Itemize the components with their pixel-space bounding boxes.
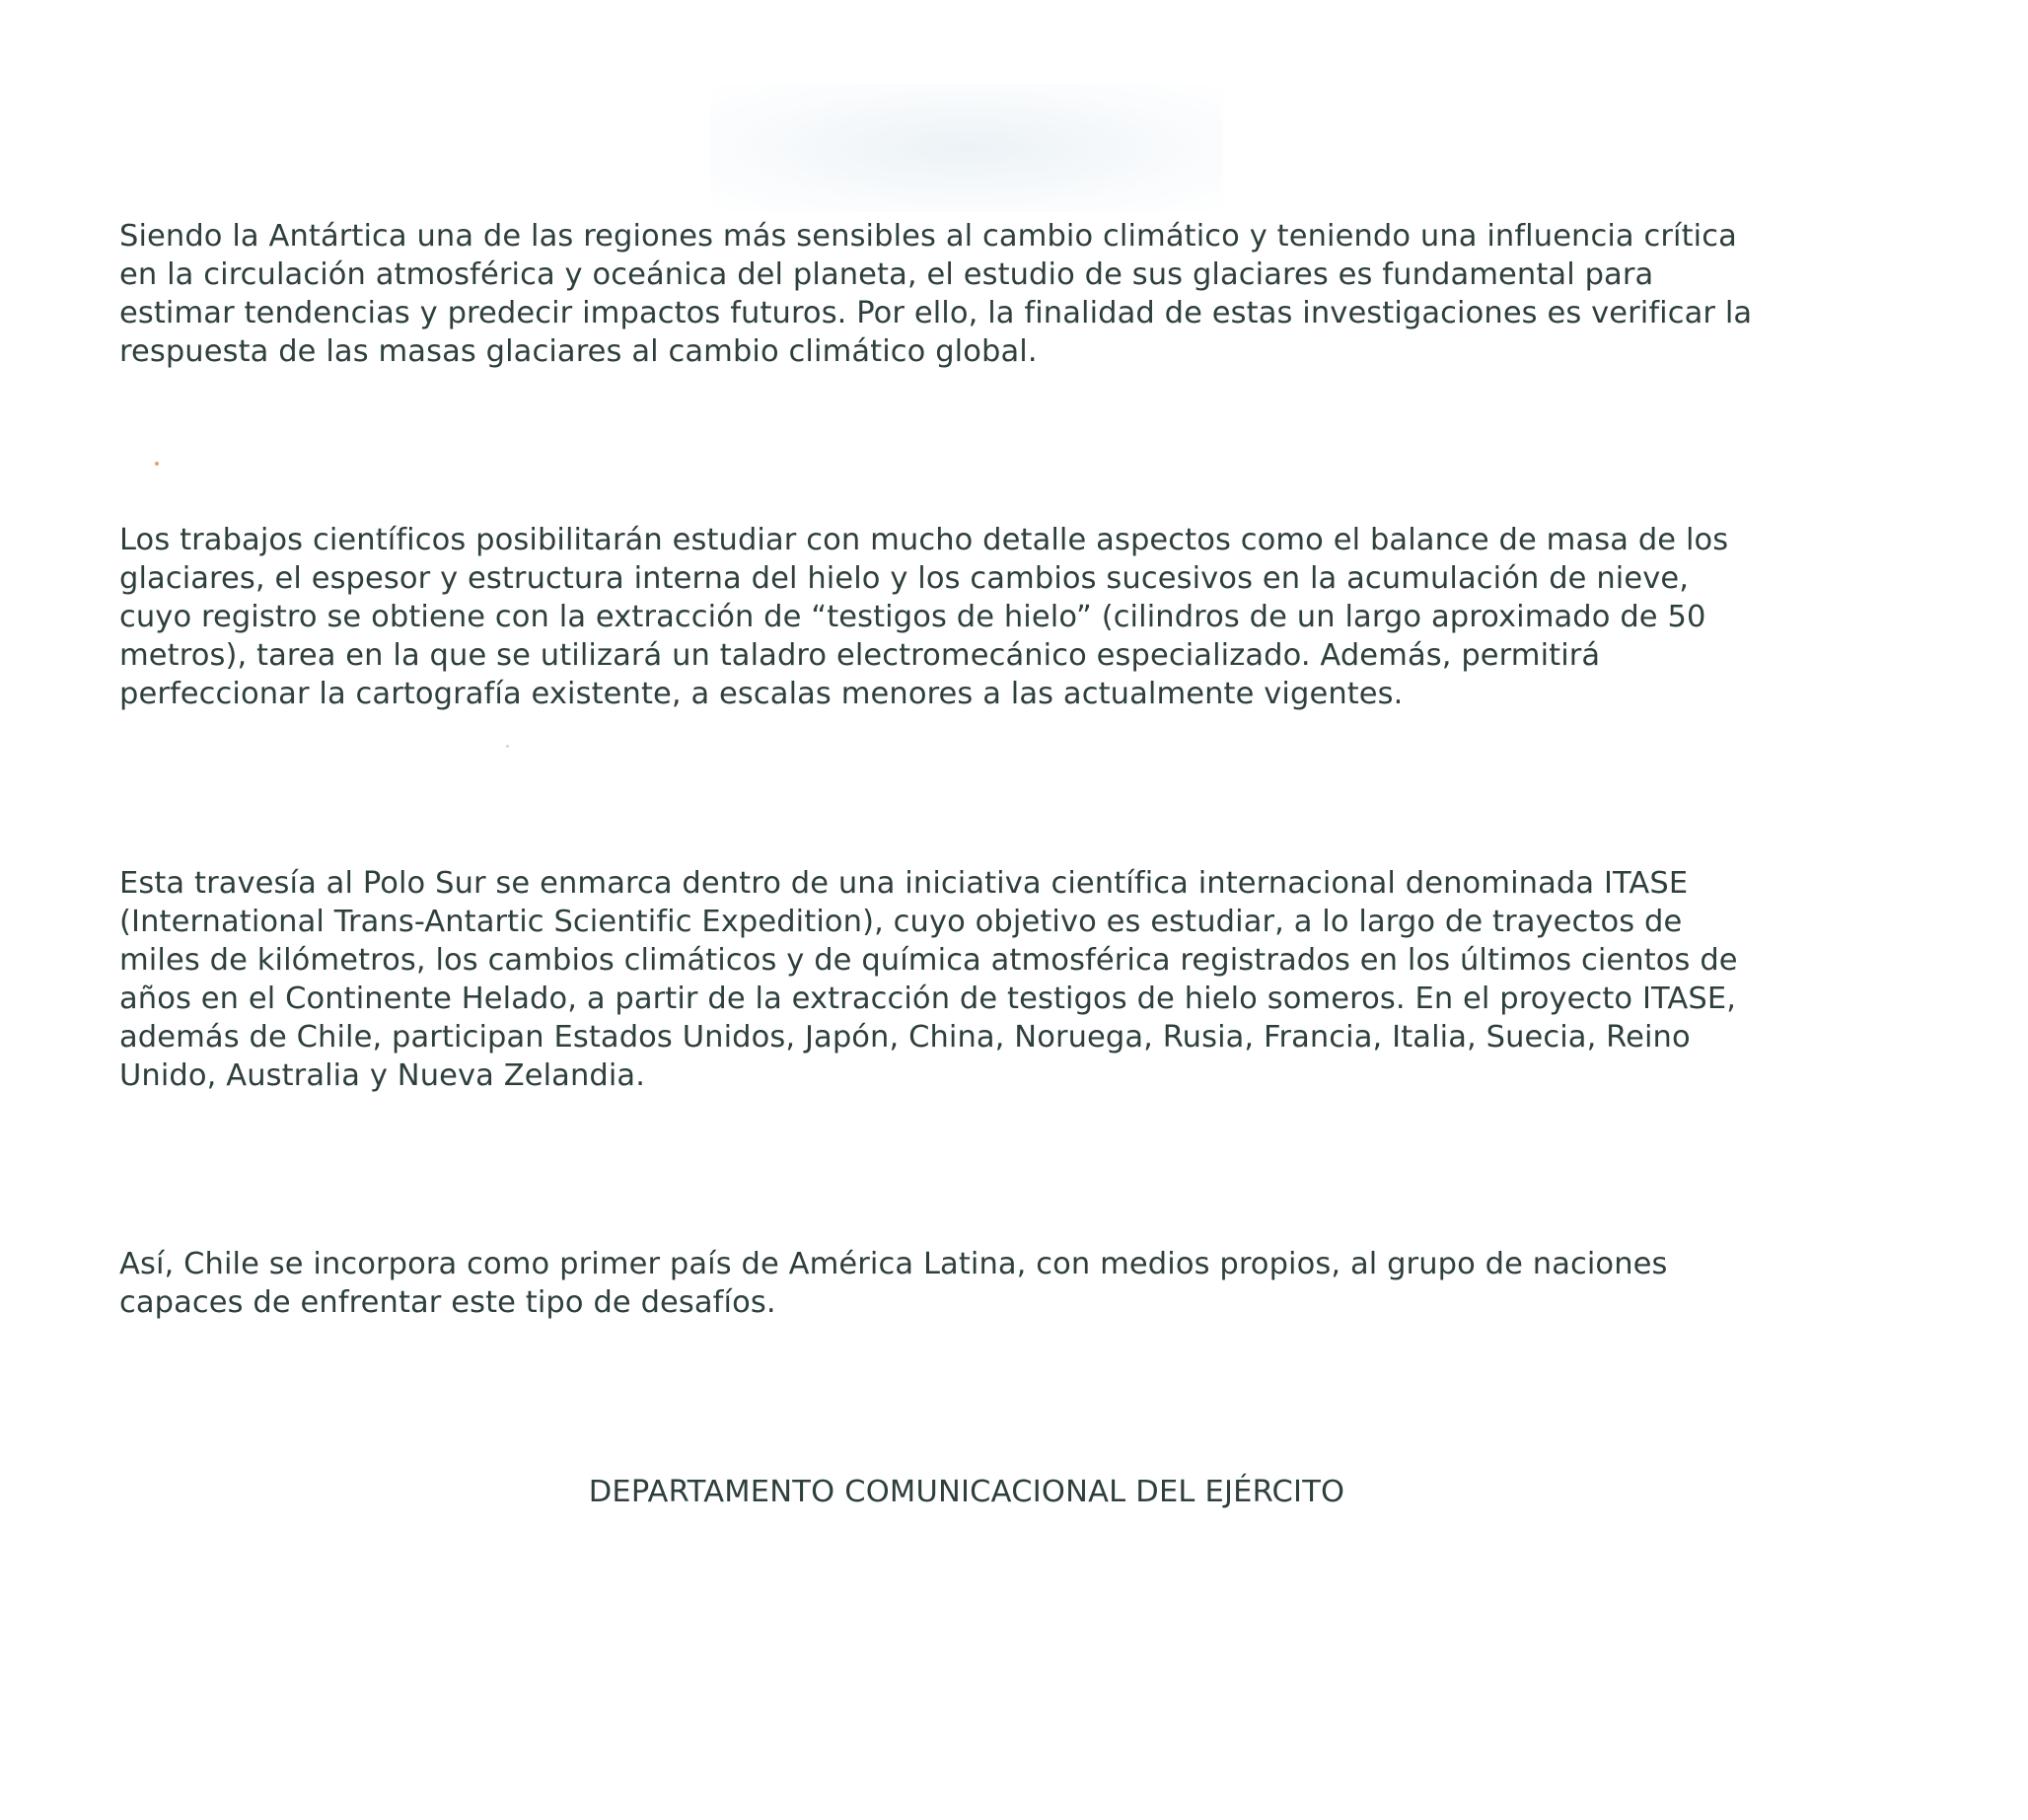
- scan-speck: [506, 745, 509, 748]
- signature-department: DEPARTAMENTO COMUNICACIONAL DEL EJÉRCITO: [588, 1475, 1345, 1509]
- paragraph-itase-expedition: Esta travesía al Polo Sur se enmarca dentro de una iniciativa científica internacional denominada ITASE (International Trans-Antartic Scientific Expedition), cuyo objetivo es estudiar, a lo largo de trayectos de miles de kilómetros, los cambios climáticos y de química atmosférica registrados en los últimos cientos de años en el Continente Helado, a partir de la extracción de testigos de hielo someros. En el proyecto ITASE, además de Chile, participan Estados Unidos, Japón, China, Noruega, Rusia, Francia, Italia, Suecia, Reino Unido, Australia y Nueva Zelandia.: [119, 866, 1738, 1093]
- paragraph-chile-conclusion: Así, Chile se incorpora como primer país de América Latina, con medios propios, al grupo de naciones capaces de enfrentar este tipo de desafíos.: [119, 1247, 1668, 1320]
- paragraph-antarctica-climate: Siendo la Antártica una de las regiones más sensibles al cambio climático y teniendo una influencia crítica en la circulación atmosférica y oceánica del planeta, el estudio de sus glaciares es fundamental para estimar tendencias y predecir impactos futuros. Por ello, la finalidad de estas investigaciones es verificar la respuesta de las masas glaciares al cambio climático global.: [119, 219, 1753, 369]
- scan-artifact: [710, 84, 1223, 212]
- paragraph-scientific-work: Los trabajos científicos posibilitarán estudiar con mucho detalle aspectos como el balance de masa de los glaciares, el espesor y estructura interna del hielo y los cambios sucesivos en la acumulación de nieve, cuyo registro se obtiene con la extracción de “testigos de hielo” (cilindros de un largo aproximado de 50 metros), tarea en la que se utilizará un taladro electromecánico especializado. Además, permitirá perfeccionar la cartografía existente, a escalas menores a las actualmente vigentes.: [119, 523, 1729, 711]
- scan-speck: [155, 462, 159, 466]
